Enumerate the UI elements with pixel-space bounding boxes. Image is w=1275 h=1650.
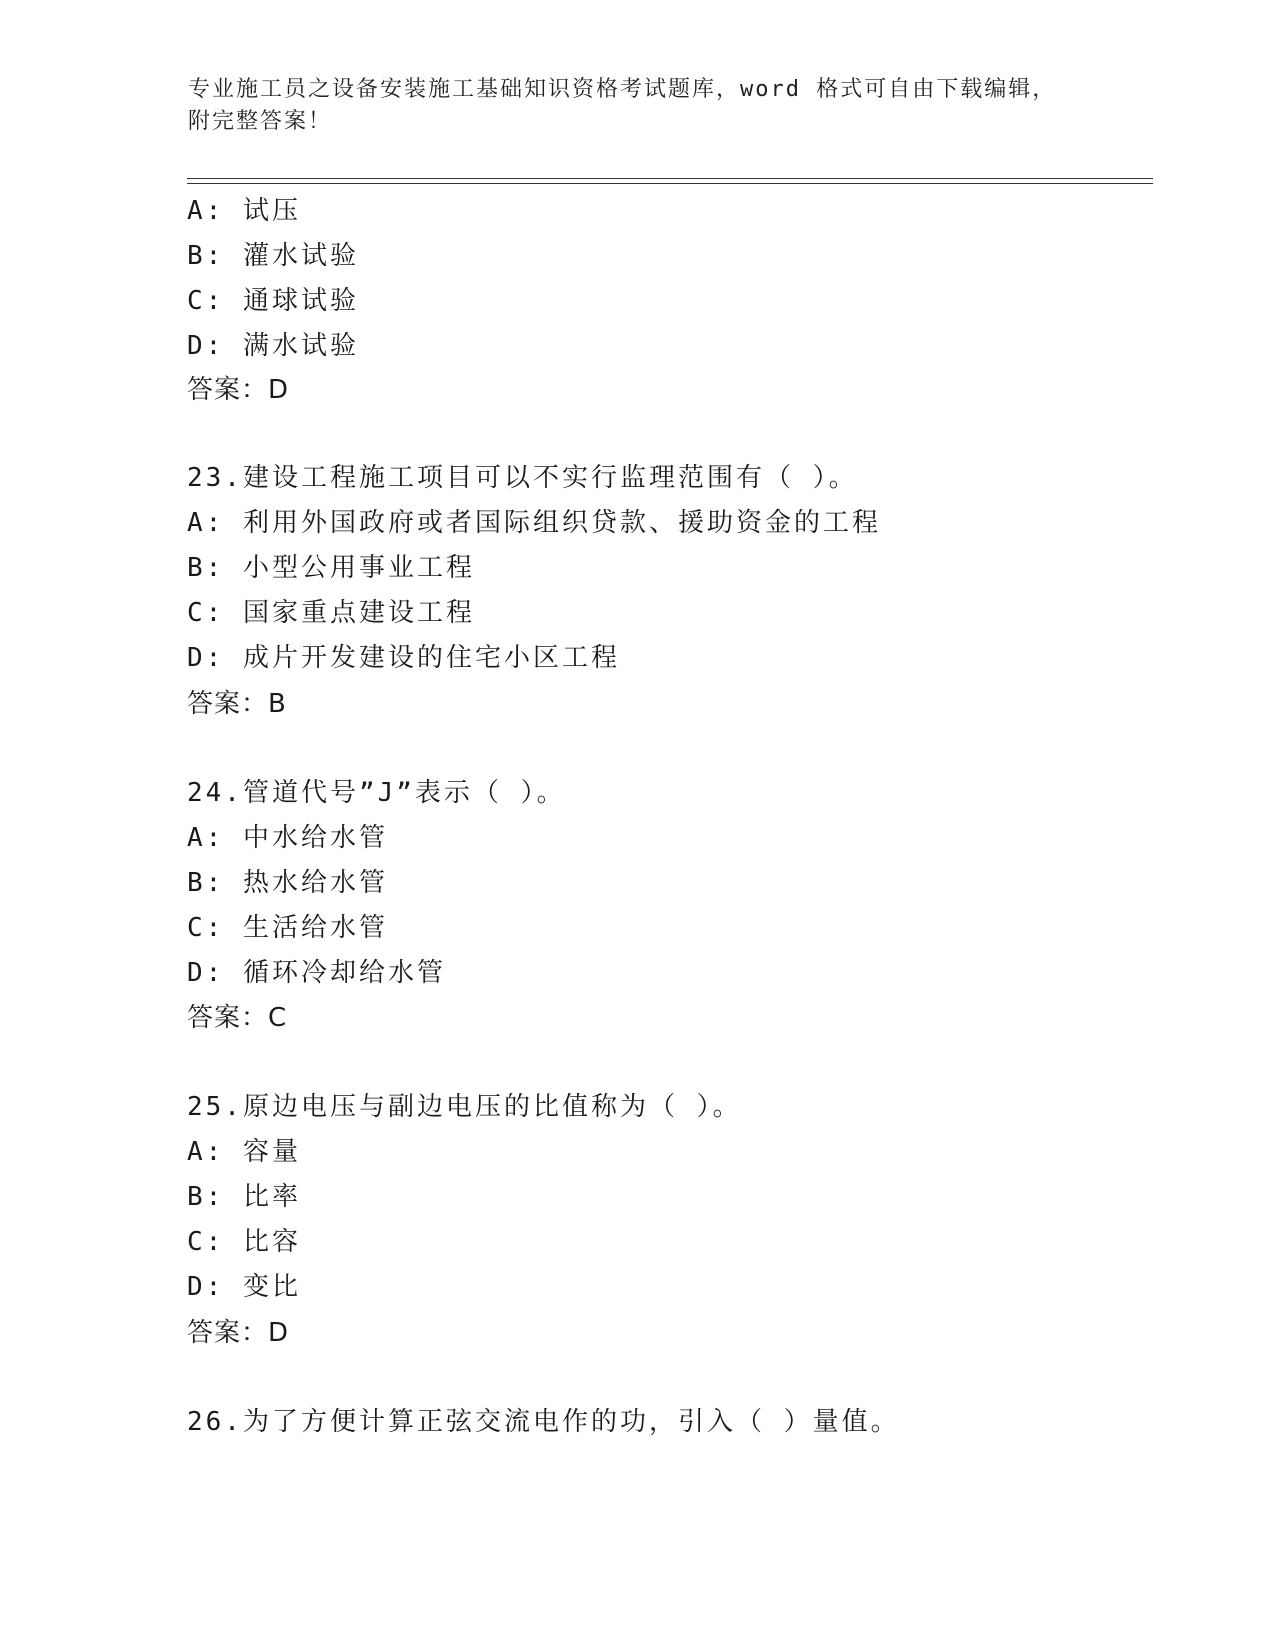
- option-d: D: 满水试验: [187, 331, 359, 361]
- option-a: A: 容量: [187, 1137, 301, 1167]
- option-b: B: 热水给水管: [187, 868, 388, 898]
- answer: 答案：B: [187, 689, 287, 719]
- answer: 答案：D: [187, 1318, 290, 1348]
- option-b: B: 灌水试验: [187, 241, 359, 271]
- option-b: B: 小型公用事业工程: [187, 553, 475, 583]
- option-d: D: 变比: [187, 1272, 301, 1302]
- option-a: A: 中水给水管: [187, 823, 388, 853]
- option-d: D: 成片开发建设的住宅小区工程: [187, 643, 620, 673]
- answer: 答案：D: [187, 375, 290, 405]
- option-c: C: 通球试验: [187, 286, 359, 316]
- answer: 答案：C: [187, 1003, 288, 1033]
- document-header: 专业施工员之设备安装施工基础知识资格考试题库，word 格式可自由下载编辑，附完整答案！: [188, 77, 1057, 134]
- question-24: 24.管道代号”J”表示（ ）。: [187, 778, 566, 808]
- option-a: A: 利用外国政府或者国际组织贷款、援助资金的工程: [187, 508, 881, 538]
- question-26: 26.为了方便计算正弦交流电作的功，引入（ ）量值。: [187, 1407, 900, 1437]
- header-divider-bottom: [187, 183, 1153, 184]
- option-c: C: 国家重点建设工程: [187, 598, 475, 628]
- question-25: 25.原边电压与副边电压的比值称为（ ）。: [187, 1092, 742, 1122]
- option-b: B: 比率: [187, 1182, 301, 1212]
- option-c: C: 比容: [187, 1227, 301, 1257]
- question-23: 23.建设工程施工项目可以不实行监理范围有（ ）。: [187, 463, 858, 493]
- option-a: A: 试压: [187, 196, 301, 226]
- option-c: C: 生活给水管: [187, 913, 388, 943]
- option-d: D: 循环冷却给水管: [187, 958, 446, 988]
- header-divider-top: [187, 178, 1153, 179]
